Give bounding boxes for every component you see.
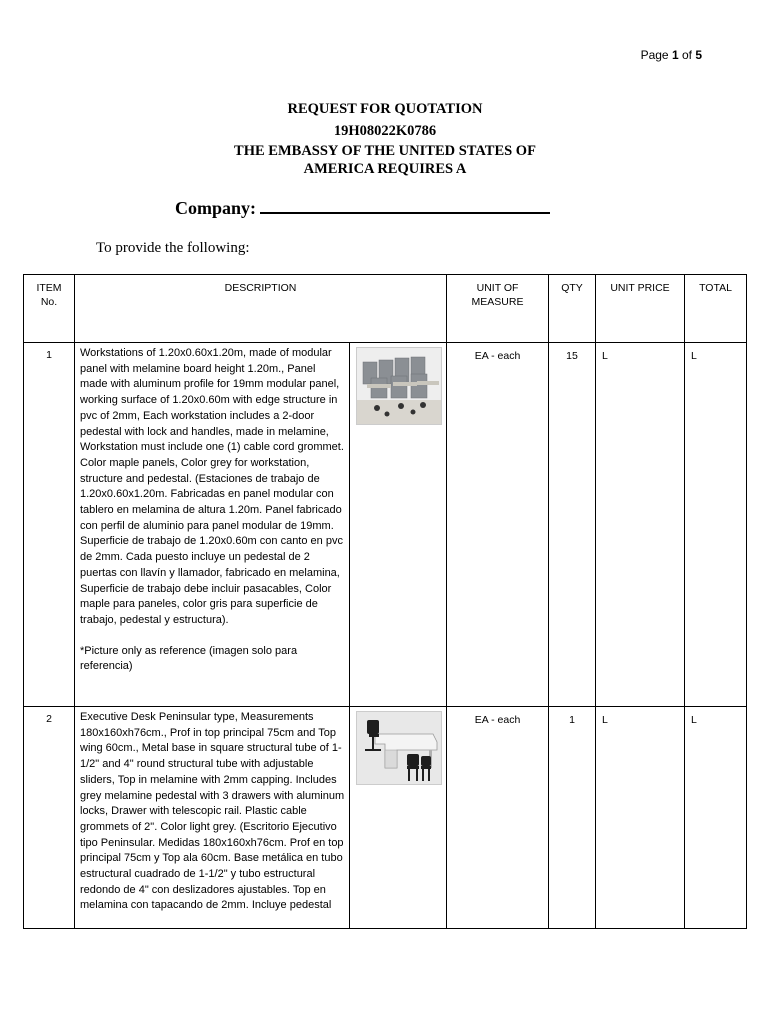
item-unit: EA - each <box>447 343 549 707</box>
item-description: Workstations of 1.20x0.60x1.20m, made of modular panel with melamine board height 1.20m., Panel made with aluminum profile for 19mm modular panel, working surface of 1.20x0.60m with edge structure in pvc of 2mm, Each workstation includes a 2-door pedestal with lock and handles, made in melamine, Workstation must include one (1) cable cord grommet. Color maple panels, Color grey for workstation, structure and pedestal. (Estaciones de trabajo de 1.20x0.60x1.20m. Fabricadas en panel modular con tablero en melamina de altura 1.20m. Panel fabricado con perfil de aluminio para panel modular de 19mm. Superficie de trabajo de 1.20x0.60m con canto en pvc de 2mm. Cada puesto incluye un pedestal de 2 puertas con llavín y llamador, fabricado en melamina, Superficie de trabajo debe incluir pasacables, Color maple para paneles, color gris para superficie de trabajo, pedestal y estructura). *Picture only as reference (imagen solo para referencia) <box>75 343 350 707</box>
header-description: DESCRIPTION <box>75 275 447 343</box>
item-number: 1 <box>24 343 75 707</box>
header-line-3: THE EMBASSY OF THE UNITED STATES OF <box>234 143 536 159</box>
table-row <box>24 343 747 707</box>
document-header <box>0 98 770 178</box>
header-rfq-number: 19H08022K0786 <box>333 123 437 139</box>
item-qty: 1 <box>549 707 596 929</box>
item-unit: EA - each <box>447 707 549 929</box>
page-number: Page 1 of 5 <box>640 48 702 62</box>
workstation-image <box>356 347 442 425</box>
header-qty: QTY <box>549 275 596 343</box>
header-total: TOTAL <box>685 275 747 343</box>
header-unit-of-measure: UNIT OF MEASURE <box>447 275 549 343</box>
item-image-cell <box>350 707 447 929</box>
item-description: Executive Desk Peninsular type, Measurements 180x160xh76cm., Prof in top principal 75cm and Top wing 60cm., Metal base in square structural tube of 1-1/2" and 4" round structural tube with adjustable sliders, Top in melamine with 2mm capping. Includes grey melamine pedestal with 3 drawers with aluminum locks, Drawer with telescopic rail. Plastic cable grommets of 2". Color light grey. (Escritorio Ejecutivo tipo Peninsular. Medidas 180x160xh76cm. Prof en top principal 75cm y Top ala 60cm. Base metálica en tubo estructural cuadrado de 1-1/2" y tubo estructural redondo de 4" con deslizadores ajustables. Top en melamina con tapacando de 2mm. Incluye pedestal <box>75 707 350 929</box>
item-total[interactable]: L <box>685 343 747 707</box>
provide-text: To provide the following: <box>96 240 250 256</box>
header-item-no: ITEM No. <box>24 275 75 343</box>
quotation-table <box>23 274 747 929</box>
item-image-cell <box>350 343 447 707</box>
company-label: Company: <box>175 198 257 218</box>
item-qty: 15 <box>549 343 596 707</box>
item-unit-price[interactable]: L <box>596 707 685 929</box>
picture-note: *Picture only as reference (imagen solo para referencia) <box>80 644 298 673</box>
company-blank-line[interactable] <box>260 198 550 214</box>
header-unit-price: UNIT PRICE <box>596 275 685 343</box>
header-title: REQUEST FOR QUOTATION <box>287 101 483 117</box>
company-field <box>175 198 550 219</box>
item-number: 2 <box>24 707 75 929</box>
item-total[interactable]: L <box>685 707 747 929</box>
table-row <box>24 707 747 929</box>
table-header-row <box>24 275 747 343</box>
executive-desk-image <box>356 711 442 785</box>
item-unit-price[interactable]: L <box>596 343 685 707</box>
header-line-4: AMERICA REQUIRES A <box>303 161 467 177</box>
